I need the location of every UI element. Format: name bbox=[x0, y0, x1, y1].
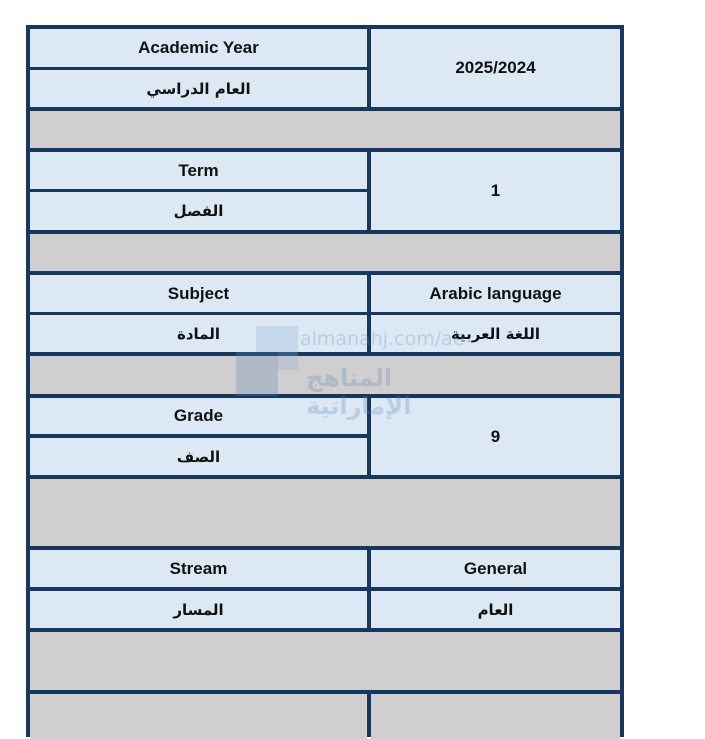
term-label-en: Term bbox=[30, 152, 367, 189]
separator-row bbox=[30, 234, 620, 271]
subject-value-en: Arabic language bbox=[371, 275, 620, 312]
stream-label-ar: المسار bbox=[30, 591, 367, 628]
separator-row bbox=[30, 479, 620, 546]
info-table bbox=[26, 25, 624, 737]
grade-label-en: Grade bbox=[30, 398, 367, 434]
subject-label-en: Subject bbox=[30, 275, 367, 312]
grade-value: 9 bbox=[371, 398, 620, 475]
separator-row bbox=[30, 111, 620, 148]
bottom-cell-left bbox=[30, 694, 367, 739]
watermark-name: المناهج الإماراتية bbox=[306, 364, 412, 420]
stream-label-en: Stream bbox=[30, 550, 367, 587]
subject-label-ar: المادة bbox=[30, 315, 367, 352]
academic-year-label-en: Academic Year bbox=[30, 29, 367, 67]
separator-row bbox=[30, 632, 620, 690]
grade-label-ar: الصف bbox=[30, 438, 367, 475]
stream-value-ar: العام bbox=[371, 591, 620, 628]
term-value: 1 bbox=[371, 152, 620, 230]
academic-year-value: 2025/2024 bbox=[371, 29, 620, 107]
watermark-site: almanahj.com/ae bbox=[300, 328, 465, 350]
term-label-ar: الفصل bbox=[30, 192, 367, 230]
subject-value-ar: اللغة العربية bbox=[371, 315, 620, 352]
academic-year-label-ar: العام الدراسي bbox=[30, 70, 367, 107]
stream-value-en: General bbox=[371, 550, 620, 587]
separator-row bbox=[30, 356, 620, 394]
bottom-cell-right bbox=[371, 694, 620, 739]
